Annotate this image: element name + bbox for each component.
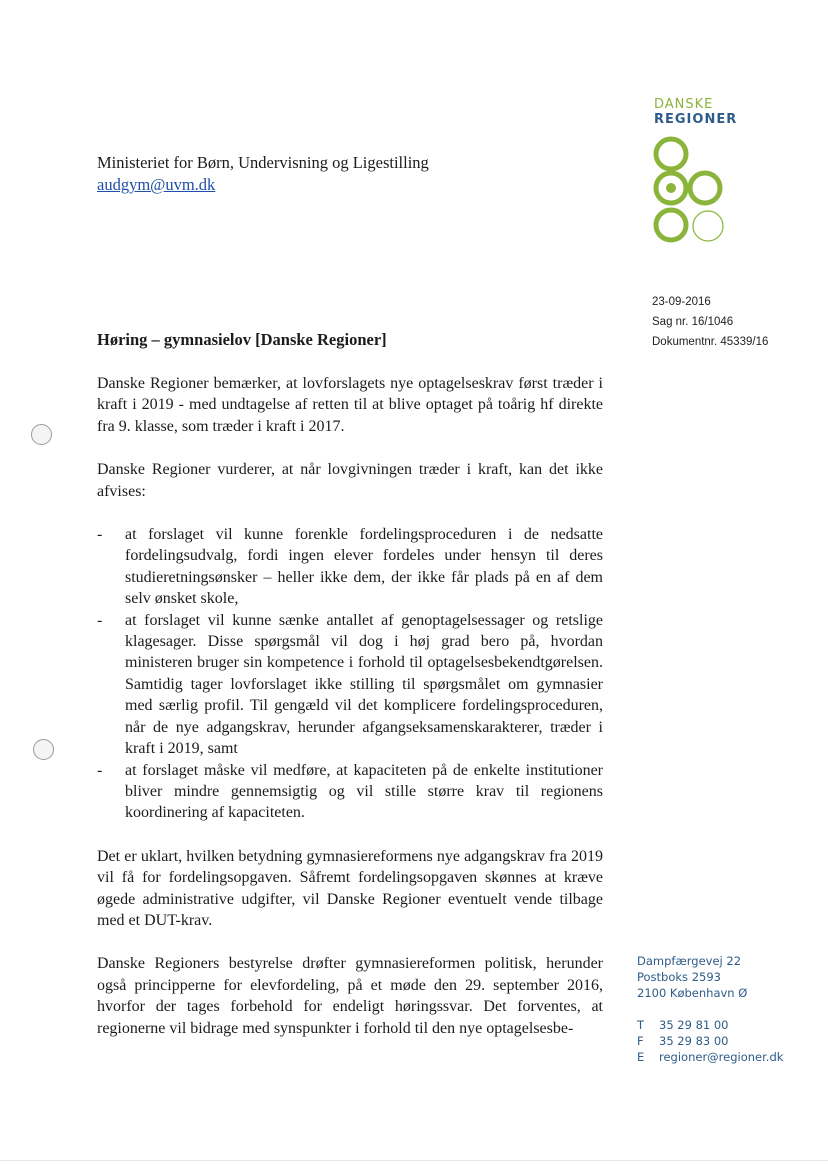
meta-case-number: Sag nr. 16/1046 (652, 316, 734, 328)
phone-number: 35 29 81 00 (659, 1018, 729, 1032)
letter-heading: Høring – gymnasielov [Danske Regioner] (97, 330, 387, 349)
address-postbox: Postboks 2593 (637, 970, 721, 984)
phone-label: T (637, 1018, 645, 1032)
page-edge (0, 1160, 828, 1161)
recipient-block (97, 152, 429, 196)
punch-hole (31, 424, 52, 445)
list-item: - at forslaget vil kunne sænke antallet af genoptagelsessager og retslige klagesager. Disse spørgsmål vil dog i høj grad bero på, hvordan ministeren bruger sin kompetence i forhold til optagelsesbekendtgørelsen. Samtidig tager lovforslaget ikke stilling til spørgsmålet om gymnasier med særlig profil. Til gengæld vil det komplicere fordelingsproceduren, når de nye adgangskrav, herunder afgangseksamenskarakterer, træder i kraft i 2019, samt (97, 610, 603, 760)
fax-number: 35 29 83 00 (659, 1034, 729, 1048)
logo-line2: REGIONER (654, 112, 738, 127)
address-fax (637, 1033, 807, 1049)
list-item: - at forslaget måske vil medføre, at kapaciteten på de enkelte institutioner bliver mindre gennemsigtig og vil stille større krav til regionens koordinering af kapaciteten. (97, 760, 603, 824)
recipient-email-link[interactable]: audgym@uvm.dk (97, 175, 216, 194)
letter-body (97, 373, 603, 1061)
meta-date: 23-09-2016 (652, 296, 711, 308)
sender-address (637, 953, 807, 1065)
fax-label: F (637, 1034, 644, 1048)
paragraph-2-intro: Danske Regioner vurderer, at når lovgivningen træder i kraft, kan det ikke afvises: (97, 461, 603, 500)
paragraph-3: Det er uklart, hvilken betydning gymnasiereformens nye adgangskrav fra 2019 vil få for fordelingsopgaven. Såfremt fordelingsopgaven skønnes at kræve øgede administrative udgifter, vil Danske Regioner eventuelt vende tilbage med et DUT-krav. (97, 847, 603, 929)
meta-document-number: Dokumentnr. 45339/16 (652, 336, 769, 348)
address-city: 2100 København Ø (637, 986, 748, 1000)
recipient-name: Ministeriet for Børn, Undervisning og Ligestilling (97, 153, 429, 172)
paragraph-1: Danske Regioner bemærker, at lovforslagets nye optagelseskrav først træder i kraft i 2019 - med undtagelse af retten til at blive optaget på toårig hf direkte fra 9. klasse, som træder i kraft i 2017. (97, 375, 603, 435)
logo-rings-icon (652, 134, 732, 250)
punch-hole (33, 739, 54, 760)
address-phone (637, 1017, 807, 1033)
logo (654, 97, 764, 127)
address-email (637, 1049, 807, 1065)
document-meta (652, 292, 802, 352)
paragraph-4: Danske Regioners bestyrelse drøfter gymnasiereformen politisk, herunder også principperne for elevfordeling, på et møde den 29. september 2016, hvorfor der tages forbehold for endeligt høringssvar. Det forventes, at regionerne vil bidrage med synspunkter i forhold til den nye optagelsesbe- (97, 955, 603, 1037)
address-street: Dampfærgevej 22 (637, 954, 742, 968)
email-address: regioner@regioner.dk (659, 1050, 784, 1064)
list-item: - at forslaget vil kunne forenkle fordelingsproceduren i de nedsatte fordelingsudvalg, fordi ingen elever fordeles under hensyn til deres studieretningsønsker – heller ikke dem, der ikke får plads på en af dem selv ønsket skole, (97, 524, 603, 610)
bullet-list (97, 524, 603, 824)
email-label: E (637, 1050, 645, 1064)
logo-line1: DANSKE (654, 97, 714, 112)
